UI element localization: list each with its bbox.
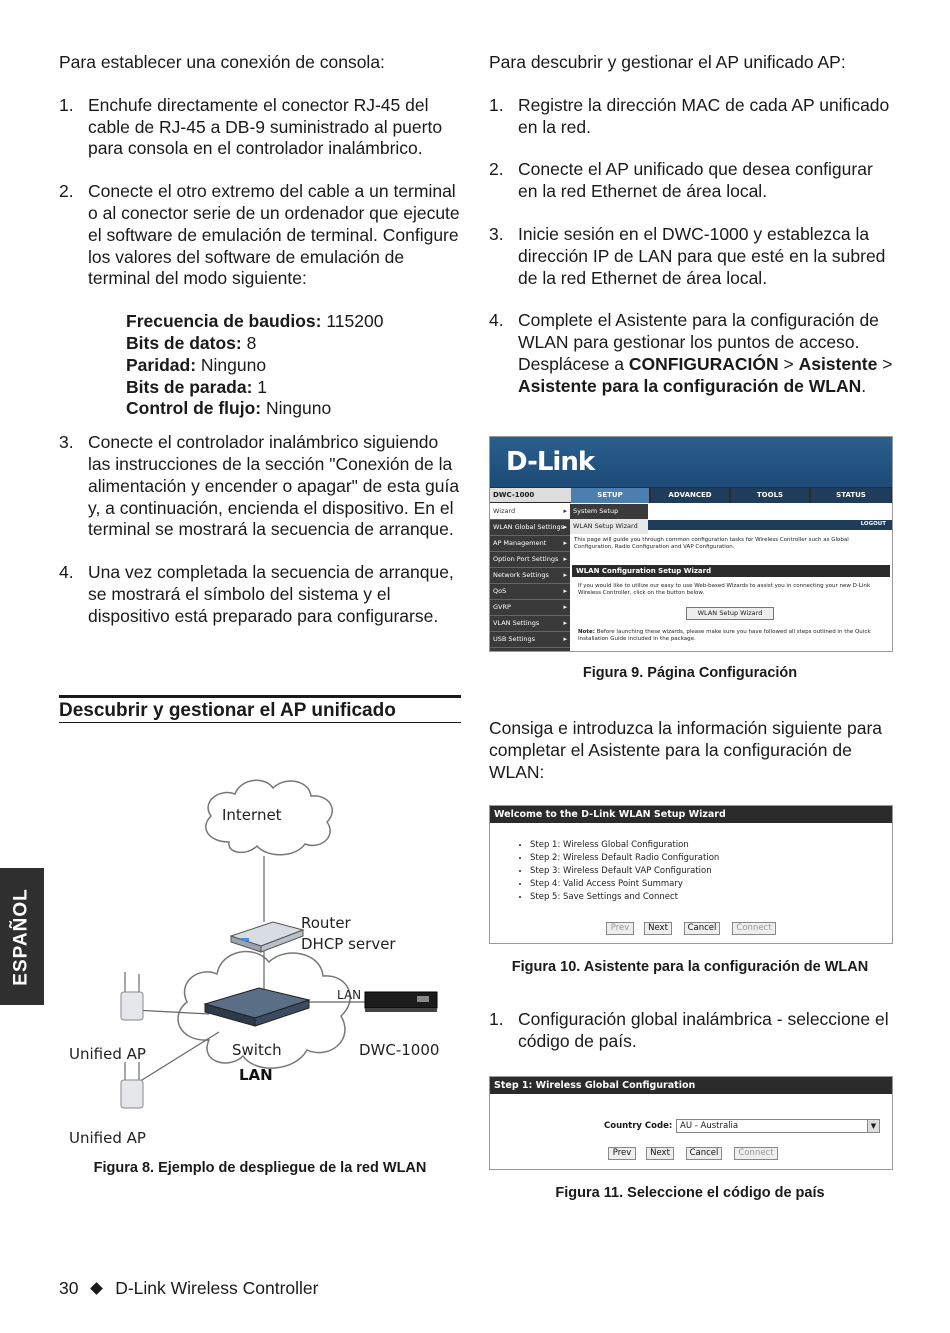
wizard-steps [490,839,892,904]
country-code-label: Country Code: [604,1121,673,1131]
dwc-label: DWC-1000 [359,1041,440,1059]
list-item: 1. Enchufe directamente el conector RJ-45 del cable de RJ-45 a DB-9 suministrado al puerto para consola en el controlador inalámbrico. [59,94,443,159]
console-intro: Para establecer una conexión de consola: [59,52,385,72]
wlan-setup-wizard-button[interactable]: WLAN Setup Wizard [686,607,774,620]
param-row: Bits de parada: 1 [126,376,268,397]
sidebar-item-gvrp[interactable]: GVRP ▸ [490,600,570,616]
diamond-icon [90,1282,103,1295]
section-rule-top [59,695,461,698]
connect-button[interactable]: Connect [732,922,776,935]
sidebar-item-option-port[interactable]: Option Port Settings ▸ [490,552,570,568]
wizard-title: Welcome to the D-Link WLAN Setup Wizard [490,806,892,823]
wizard-step1-title: Step 1: Wireless Global Configuration [490,1077,892,1094]
figure-10-screenshot [489,805,893,944]
dhcp-label: DHCP server [301,935,396,953]
list-item: 3. Inicie sesión en el DWC-1000 y establezca la dirección IP de LAN para que esté en la subred de la red Ethernet de área local. [489,223,886,288]
connect-button[interactable]: Connect [734,1147,778,1160]
terminal-params [59,311,464,420]
wizard-section-header: WLAN Configuration Setup Wizard [572,565,890,577]
lan-label: LAN [239,1066,273,1084]
sidebar-item-network[interactable]: Network Settings ▸ [490,568,570,584]
tab-tools[interactable]: TOOLS [731,488,809,503]
next-button[interactable]: Next [644,922,672,935]
sidebar-item-vlan[interactable]: VLAN Settings ▸ [490,616,570,632]
list-item: 4. Complete el Asistente para la configuración de WLAN para gestionar los puntos de acceso. Desplácese a CONFIGURACIÓN > Asistente > Asistente para la configuración de WLAN. [489,310,893,396]
internet-label: Internet [222,806,282,824]
model-label: DWC-1000 [490,488,571,502]
console-steps [59,95,464,290]
list-item: 3. Conecte el controlador inalámbrico siguiendo las instrucciones de la sección "Conexión de la alimentación y encender o apagar" de esta guía y, a continuación, encienda el dispositivo. En el terminal se mostrará la secuencia de arranque. [59,432,460,540]
param-row: Frecuencia de baudios: 115200 [126,311,384,332]
cancel-button[interactable]: Cancel [684,922,720,935]
wizard-body: If you would like to utilize our easy to use Web-based Wizards to assist you in connecting your new D-Link Wireless Controller, click on the button below. [578,583,871,596]
link-ap2-switch [134,1032,219,1085]
param-row: Paridad: Ninguno [126,354,267,375]
section-rule-bottom [59,722,461,723]
cancel-button[interactable]: Cancel [686,1147,722,1160]
right-column [489,52,894,419]
logout-link[interactable]: LOGOUT [860,521,886,527]
language-side-tab [0,868,44,1005]
section-title: Descubrir y gestionar el AP unificado [59,700,396,721]
list-item: • Step 5: Save Settings and Connect [530,891,892,904]
dlink-banner [490,437,892,487]
figure-9-screenshot [489,436,893,652]
list-item: 1. Registre la dirección MAC de cada AP unificado en la red. [489,94,890,137]
list-item: 2. Conecte el AP unificado que desea configurar en la red Ethernet de área local. [489,159,873,202]
list-item: • Step 4: Valid Access Point Summary [530,878,892,891]
tab-status[interactable]: STATUS [811,488,891,503]
language-label: ESPAÑOL [11,887,32,986]
console-steps-cont [59,432,464,627]
access-point-icon-1 [121,972,143,1020]
page-description: This page will guide you through common configuration tasks for Wireless Controller such as Global Configuration, Radio Configuration and VAP Configuration. [574,537,849,550]
wizard-dropdown [570,504,648,534]
sidebar-item-usb[interactable]: USB Settings ▸ [490,632,570,648]
footer-text: D-Link Wireless Controller [115,1278,319,1298]
prev-button[interactable]: Prev [608,1147,636,1160]
country-step [489,1009,894,1074]
network-diagram [59,770,461,1150]
wizard-note: Note: Before launching these wizards, please make sure you have followed all steps outlined in the Quick Installation Guide included in the package. [578,629,871,642]
sidebar-item-wlan-global[interactable]: WLAN Global Settings ▸ [490,520,570,536]
left-column [59,52,464,649]
dlink-logo: D-Link [506,447,595,477]
list-item: 1. Configuración global inalámbrica - seleccione el código de país. [489,1009,889,1051]
lan-link-label: LAN [337,988,362,1002]
router-icon [231,922,303,952]
sidebar-item-wizard[interactable]: Wizard ▸ [490,504,570,520]
page-footer [59,1278,318,1300]
chevron-down-icon[interactable]: ▼ [867,1120,879,1132]
nav-bar [490,487,892,503]
figure-11-screenshot [489,1076,893,1170]
figure-9-caption: Figura 9. Página Configuración [582,665,798,681]
unified-ap-label-2: Unified AP [69,1129,146,1147]
next-button[interactable]: Next [646,1147,674,1160]
dropdown-item-wlan-wizard[interactable]: WLAN Setup Wizard [570,519,648,534]
sidebar [490,504,570,651]
dropdown-item-system-setup[interactable]: System Setup [573,507,619,515]
router-label: Router [301,914,351,932]
switch-label: Switch [232,1041,282,1059]
list-item: 2. Conecte el otro extremo del cable a un terminal o al conector serie de un ordenador que ejecute el software de emulación de terminal. Configure los valores del software de emulación de terminal del modo siguiente: [59,181,460,289]
tab-advanced[interactable]: ADVANCED [651,488,729,503]
figure-10-caption: Figura 10. Asistente para la configuración de WLAN [511,959,869,975]
sidebar-item-ap-management[interactable]: AP Management ▸ [490,536,570,552]
wizard-info-paragraph: Consiga e introduzca la información siguiente para completar el Asistente para la configuración de WLAN: [489,718,883,782]
param-row: Control de flujo: Ninguno [126,398,332,419]
figure-8-caption: Figura 8. Ejemplo de despliegue de la red WLAN [93,1160,427,1176]
sidebar-item-qos[interactable]: QoS ▸ [490,584,570,600]
param-row: Bits de datos: 8 [126,332,257,353]
country-code-value: AU - Australia [680,1121,739,1131]
ap-steps [489,95,894,398]
dwc1000-icon [365,992,437,1012]
access-point-icon-2 [121,1062,143,1108]
list-item: • Step 1: Wireless Global Configuration [530,839,892,852]
tab-setup[interactable]: SETUP [571,488,649,503]
list-item: • Step 3: Wireless Default VAP Configuration [530,865,892,878]
content-header-bar [648,520,892,530]
figure-11-caption: Figura 11. Seleccione el código de país [555,1185,825,1201]
country-code-select[interactable] [676,1119,880,1133]
unified-ap-label-1: Unified AP [69,1045,146,1063]
page-number: 30 [59,1278,79,1298]
list-item: 4. Una vez completada la secuencia de arranque, se mostrará el símbolo del sistema y el dispositivo está preparado para configurarse. [59,562,454,626]
prev-button[interactable]: Prev [606,922,634,935]
ap-intro: Para descubrir y gestionar el AP unificado AP: [489,52,846,72]
list-item: • Step 2: Wireless Default Radio Configuration [530,852,892,865]
